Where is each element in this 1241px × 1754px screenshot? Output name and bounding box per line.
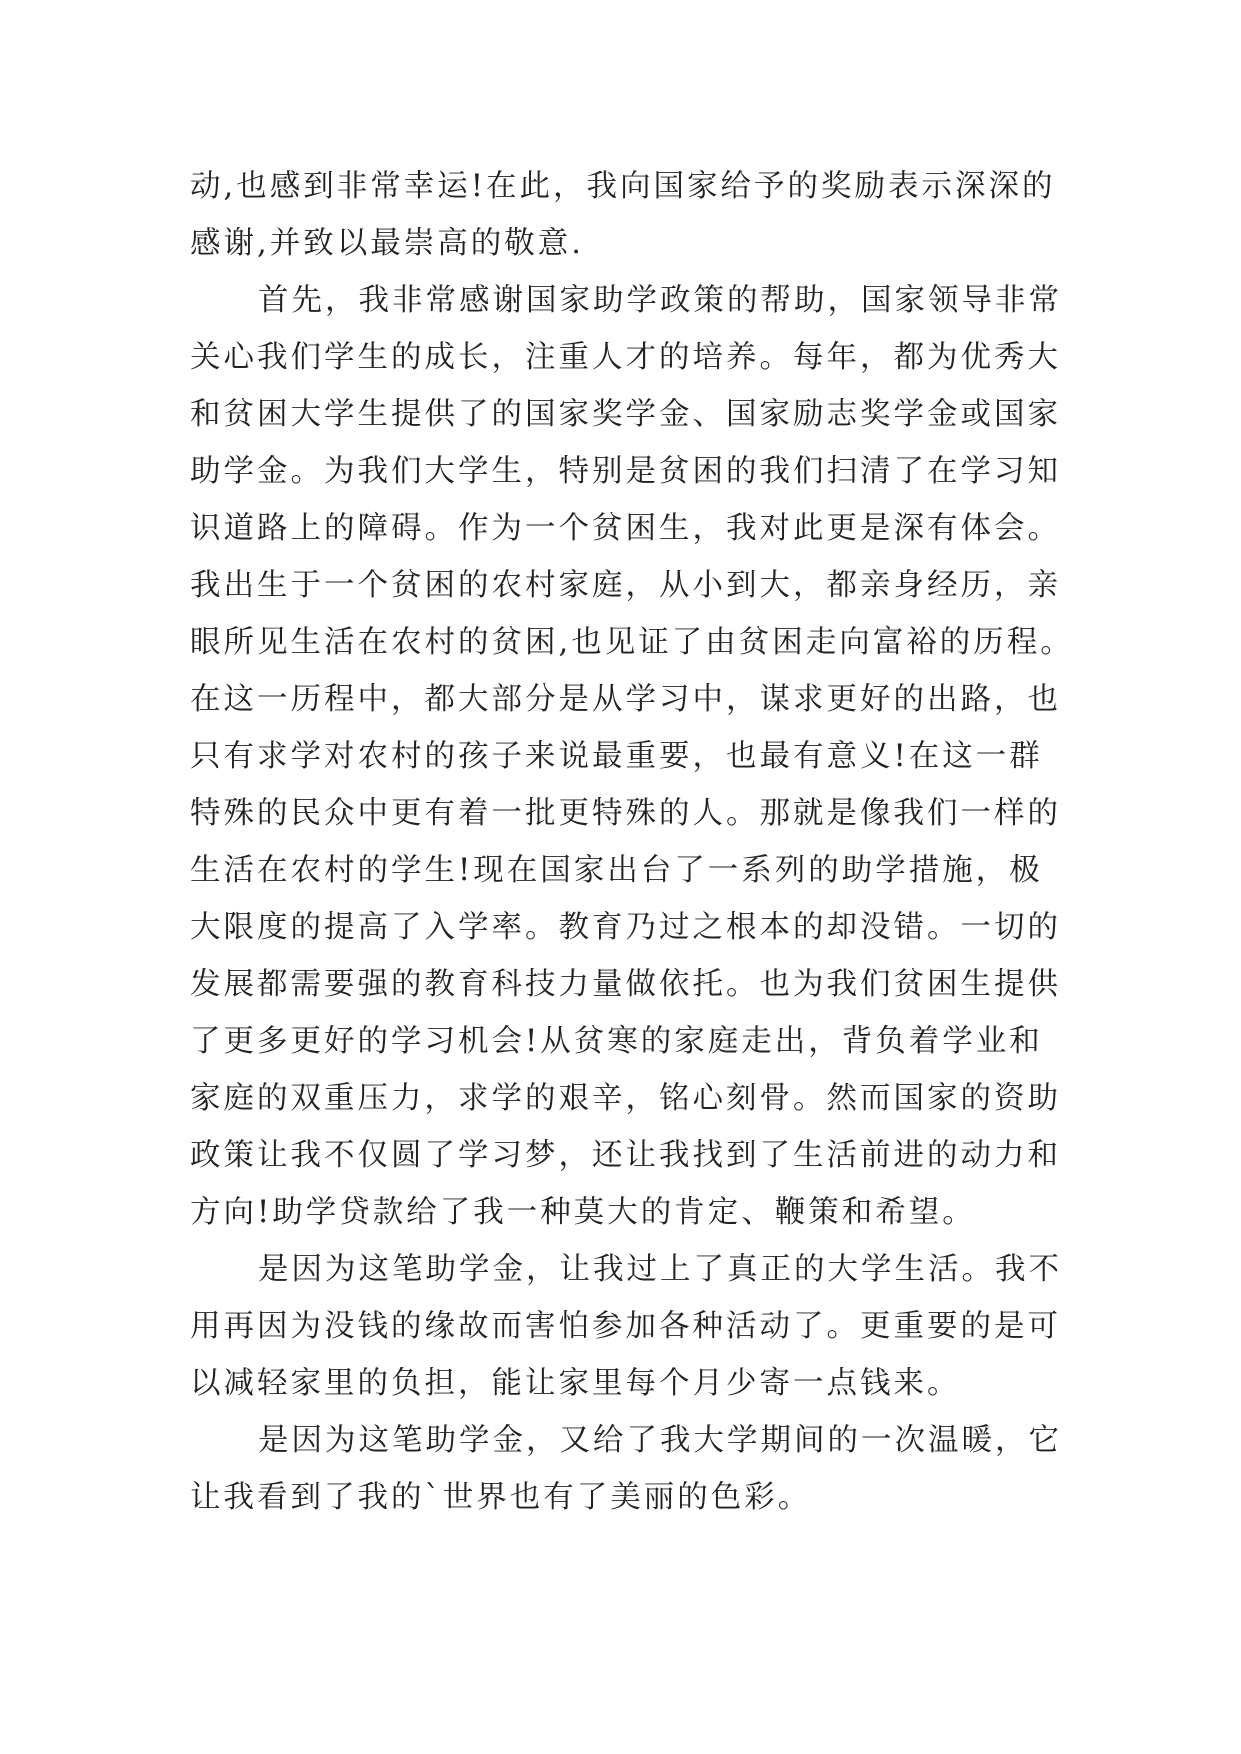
text-line: 我出生于一个贫困的农村家庭，从小到大，都亲身经历，亲	[190, 568, 1061, 603]
text-line: 识道路上的障碍。作为一个贫困生，我对此更是深有体会。	[190, 511, 1061, 546]
text-line: 生活在农村的学生!现在国家出台了一系列的助学措施，极	[190, 853, 1043, 888]
text-line: 眼所见生活在农村的贫困,也见证了由贫困走向富裕的历程。	[190, 625, 1074, 660]
text-line: 方向!助学贷款给了我一种莫大的肯定、鞭策和希望。	[190, 1195, 976, 1230]
text-line: 让我看到了我的`世界也有了美丽的色彩。	[190, 1480, 812, 1515]
text-line: 动,也感到非常幸运!在此，我向国家给予的奖励表示深深的	[190, 169, 1056, 204]
body-text	[190, 158, 1074, 1526]
text-line: 家庭的双重压力，求学的艰辛，铭心刻骨。然而国家的资助	[190, 1081, 1061, 1116]
text-line: 助学金。为我们大学生，特别是贫困的我们扫清了在学习知	[190, 454, 1061, 489]
text-line: 特殊的民众中更有着一批更特殊的人。那就是像我们一样的	[190, 796, 1061, 831]
text-line: 大限度的提高了入学率。教育乃过之根本的却没错。一切的	[190, 910, 1061, 945]
text-line: 以减轻家里的负担，能让家里每个月少寄一点钱来。	[190, 1366, 961, 1401]
text-line: 只有求学对农村的孩子来说最重要，也最有意义!在这一群	[190, 739, 1043, 774]
paragraph-start-line: 是因为这笔助学金，又给了我大学期间的一次温暖，它	[258, 1423, 1062, 1458]
text-line: 和贫困大学生提供了的国家奖学金、国家励志奖学金或国家	[190, 397, 1061, 432]
text-line: 用再因为没钱的缘故而害怕参加各种活动了。更重要的是可	[190, 1309, 1061, 1344]
paragraph-start-line: 首先，我非常感谢国家助学政策的帮助，国家领导非常	[258, 283, 1062, 318]
paragraph-start-line: 是因为这笔助学金，让我过上了真正的大学生活。我不	[258, 1252, 1062, 1287]
text-line: 发展都需要强的教育科技力量做依托。也为我们贫困生提供	[190, 967, 1061, 1002]
text-line: 关心我们学生的成长，注重人才的培养。每年，都为优秀大	[190, 340, 1061, 375]
text-line: 了更多更好的学习机会!从贫寒的家庭走出，背负着学业和	[190, 1024, 1043, 1059]
text-line: 政策让我不仅圆了学习梦，还让我找到了生活前进的动力和	[190, 1138, 1061, 1173]
text-line: 感谢,并致以最崇高的敬意.	[190, 226, 584, 261]
text-line: 在这一历程中，都大部分是从学习中，谋求更好的出路，也	[190, 682, 1061, 717]
